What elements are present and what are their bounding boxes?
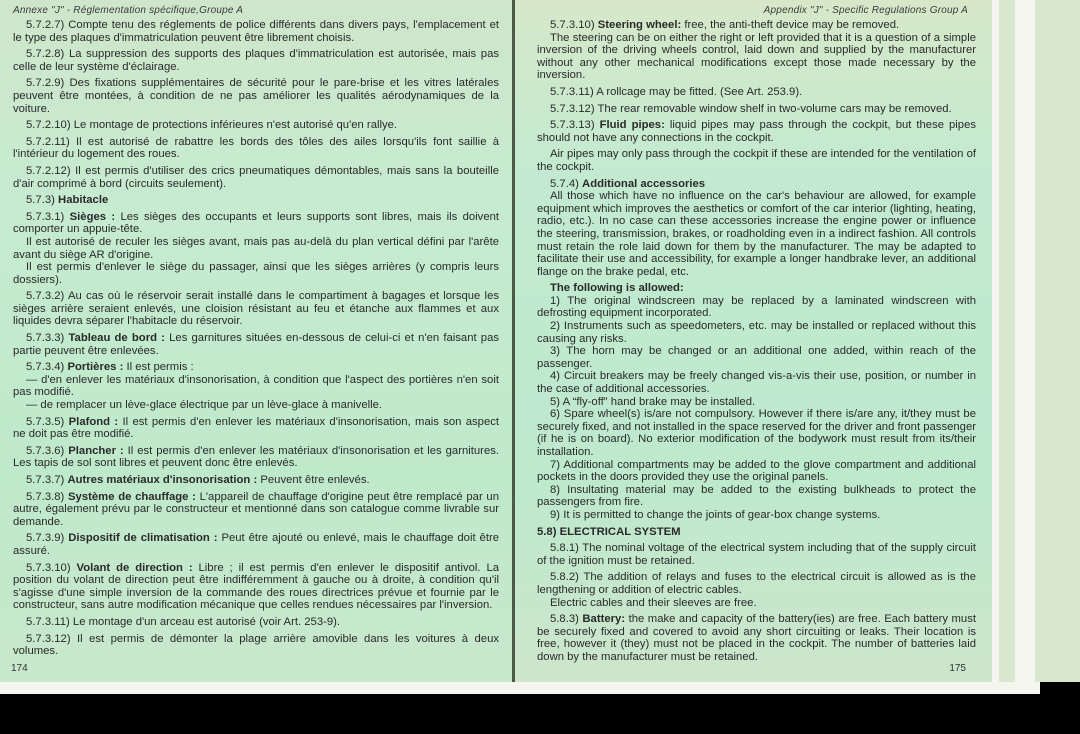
paragraph: 5.7.3.3) Tableau de bord : Les garnitures situées en-dessous de celui-ci et n'en faisant pas partie peuvent être enlevées. [13,332,500,357]
paragraph: Electric cables and their sleeves are free. [550,596,757,609]
list-item: 1) The original windscreen may be replaced by a laminated windscreen with defrosting equipment incorporated. [537,294,976,320]
paragraph: 5.7.3.7) Autres matériaux d'insonorisation : Peuvent être enlevés. [26,474,370,486]
paragraph: 5.7.2.7) Compte tenu des réglements de police différents dans divers pays, l'emplacement et le type des plaques d'immatriculation peuvent être librement choisis. [13,19,500,44]
paragraph: — de remplacer un lève-glace électrique par un lève-glace à manivelle. [26,399,383,412]
left-page [0,0,513,682]
paragraph: 5.8.3) Battery: the make and capacity of the battery(ies) are free. Each battery must be securely fixed and covered to avoid any short circuiting or leaks. Their location is free, however it (they) must not be placed in the cockpit. The number of batteries laid down by the manufacturer must be retained. [537,613,977,663]
section-heading: 5.7.4) Additional accessories [550,177,706,190]
list-item: 5) A “fly-off” hand brake may be installed. [550,395,756,408]
paragraph: 5.7.3.4) Portières : Il est permis : [26,361,194,374]
left-page-body [13,19,499,658]
page-edge [992,0,999,682]
section-heading: 5.7.3) Habitacle [26,194,109,207]
paragraph: The steering can be on either the right or left provided that it is a question of a simple inversion of the driving wheels control, laid down and supplied by the manufacturer without any other mechanical modifications except those made necessary by the inversion. [537,31,976,82]
list-item: 6) Spare wheel(s) is/are not compulsory. However if there is/are any, it/they must be securely fixed, and not installed in the space reserved for the driver and front passenger (if he is on board). No exterior modification of the bodywork must result from its/their installation. [537,408,977,458]
paragraph: 5.7.3.5) Plafond : Il est permis d'en enlever les matériaux d'insonorisation, mais son aspect ne doit pas être modifié. [13,415,500,441]
page-bottom-edge [0,682,1040,694]
paragraph: 5.7.2.10) Le montage de protections inférieures n'est autorisé qu'en rallye. [26,119,398,132]
running-head-left: Annexe "J" - Réglementation spécifique,Groupe A [13,5,244,16]
paragraph: 5.7.2.11) Il est autorisé de rabattre les bords des tôles des ailes lorsqu'ils font saillie à l'intérieur du logement des roues. [13,135,500,161]
list-item: 3) The horn may be changed or an additional one added, within reach of the passenger. [537,345,977,370]
paragraph: 5.8.1) The nominal voltage of the electrical system including that of the supply circuit of the ignition must be retained. [537,542,977,567]
page-edge [1015,0,1035,682]
paragraph: 5.8.2) The addition of relays and fuses to the electrical circuit is allowed as is the lengthening or addition of electric cables. [537,571,976,596]
paragraph: 5.7.3.8) Système de chauffage : L'appareil de chauffage d'origine peut être remplacé par un autre, également prévu par le constructeur et mentionné dans son catalogue comme livrable sur demande. [13,490,499,528]
list-item: 9) It is permitted to change the joints of gear-box change systems. [550,508,881,521]
paragraph: 5.7.3.13) Fluid pipes: liquid pipes may pass through the cockpit, but these pipes should not have any connections in the cockpit. [537,119,977,144]
paragraph: Air pipes may only pass through the cockpit if these are intended for the ventilation of the cockpit. [537,148,976,173]
paragraph: All those which have no influence on the car's behaviour are allowed, for example equipment which improves the aesthetics or comfort of the car interior (lighting, heating, radio, etc.). In no case can these accessories increase the engine power or influence the steering, transmission, brakes, or roadholding even in a indirect fashion. All controls must retain the role laid down for them by the manufacturer. The may be adapted to facilitate their use and accessibility, for example a longer handbrake lever, an additional flange on the brake pedal, etc. [537,190,976,278]
page-edge [1035,0,1080,682]
paragraph: Il est autorisé de reculer les sièges avant, mais pas au-delà du plan vertical défini par l'arête avant du siège AR d'origine. [13,235,499,261]
paragraph: — d'en enlever les matériaux d'insonorisation, à condition que l'aspect des portières n'en soit pas modifié. [13,373,499,399]
paragraph: 5.7.3.10) Steering wheel: free, the anti-theft device may be removed. [550,19,900,31]
right-page-body [537,19,976,664]
paragraph: 5.7.3.2) Au cas où le réservoir serait installé dans le compartiment à bagages et lorsque les sièges arrière seraient enlevés, une cloision résistant au feu et étanche aux flammes et aux liquides devra séparer l'habitacle du réservoir. [13,290,499,328]
section-heading: 5.8) ELECTRICAL SYSTEM [537,525,681,538]
list-heading: The following is allowed: [550,282,684,295]
page-edge [999,0,1015,682]
running-head-right: Appendix "J" - Specific Regulations Group A [763,5,968,16]
paragraph: 5.7.2.12) Il est permis d'utiliser des crics pneumatiques démontables, mais sans la bouteille d'air comprimé à bord (circuits seulement). [13,164,499,190]
right-page [515,0,992,682]
paragraph: 5.7.2.9) Des fixations supplémentaires de sécurité pour le pare-brise et les vitres latérales peuvent être montées, à condition de ne pas améliorer les qualités aérodynamiques de la voiture. [13,77,499,115]
paragraph: 5.7.3.9) Dispositif de climatisation : Peut être ajouté ou enlevé, mais le chauffage doit être assuré. [13,532,499,557]
paragraph: 5.7.3.1) Sièges : Les sièges des occupants et leurs supports sont libres, mais ils doivent comporter un appuie-tête. [13,210,500,236]
paragraph: 5.7.3.6) Plancher : Il est permis d'en enlever les matériaux d'insonorisation et les garnitures. Les tapis de sol sont libres et peuvent donc être enlevés. [13,444,500,470]
paragraph: 5.7.3.12) Il est permis de démonter la plage arrière amovible dans les voitures à deux volumes. [13,632,499,658]
paragraph: 5.7.3.10) Volant de direction : Libre ; il est permis d'en enlever le dispositif antivol. La position du volant de direction peut être indifféremment à gauche ou à droite, à condition qu'il s'agisse d'une simple inversion de la commande des roues directrices prévue et fournie par le constructeur, sans autre modification mécanique que celles rendues nécessaires par l'inversion. [13,561,500,612]
page-number-left: 174 [11,663,28,674]
paragraph: 5.7.3.12) The rear removable window shelf in two-volume cars may be removed. [550,102,952,115]
list-item: 4) Circuit breakers may be freely changed vis-a-vis their use, position, or number in the case of additional accessories. [537,370,977,396]
paragraph: 5.7.2.8) La suppression des supports des plaques d'immatriculation est autorisée, mais pas celle de leur système d'éclairage. [13,48,500,73]
list-item: 2) Instruments such as speedometers, etc. may be installed or replaced without this causing any risks. [537,320,976,345]
paragraph: 5.7.3.11) A rollcage may be fitted. (See Art. 253.9). [550,85,803,98]
list-item: 7) Additional compartments may be added to the glove compartment and additional pockets in the doors provided they use the original panels. [537,458,976,484]
list-item: 8) Insultating material may be added to the existing bulkheads to protect the passengers from fire. [537,483,976,509]
paragraph: 5.7.3.11) Le montage d'un arceau est autorisé (voir Art. 253-9). [26,615,341,628]
page-number-right: 175 [949,663,966,674]
paragraph: Il est permis d'enlever le siège du passager, ainsi que les sièges arrières (y compris leurs dossiers). [13,261,499,286]
